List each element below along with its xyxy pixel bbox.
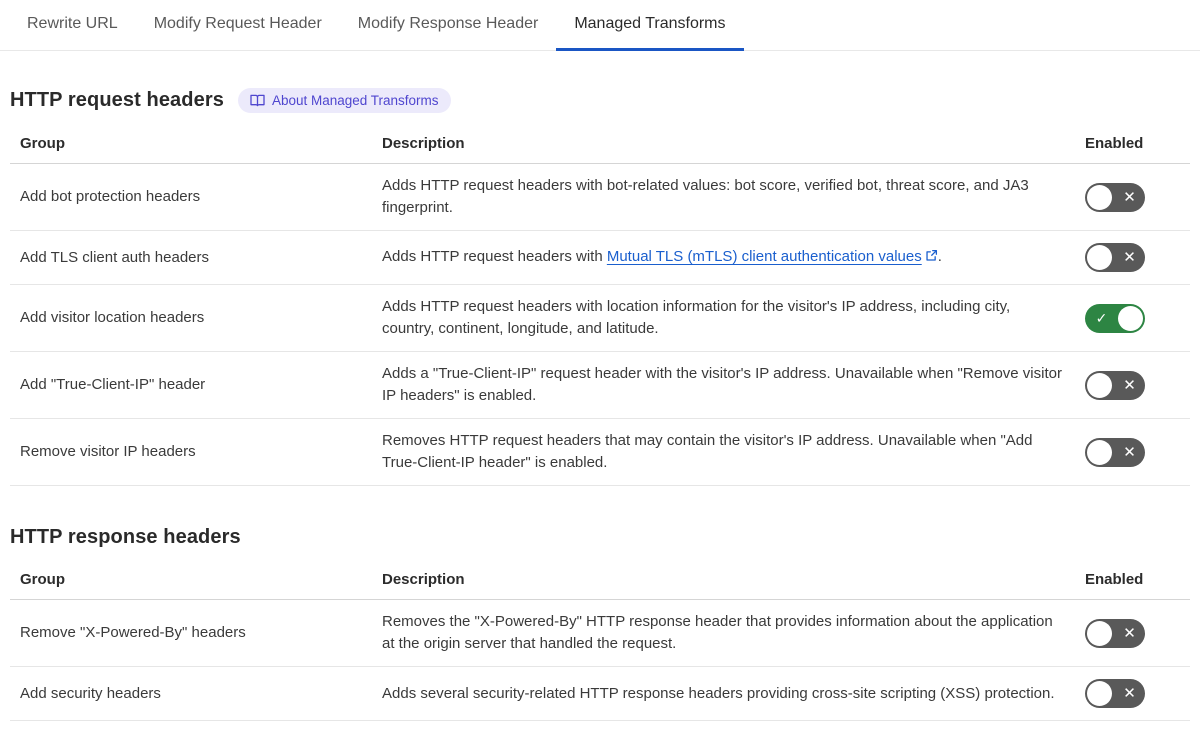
row-group-label: Add security headers [20,684,161,702]
toggle-knob [1087,185,1112,210]
column-header-group: Group [20,135,65,152]
column-header-group: Group [20,571,65,588]
column-header-description: Description [382,135,465,152]
toggle-knob [1087,440,1112,465]
toggle-knob [1087,373,1112,398]
toggle-tls-client-auth[interactable] [1085,243,1145,272]
column-header-enabled: Enabled [1085,571,1144,588]
tab-modify-response-header[interactable]: Modify Response Header [357,15,539,32]
toggle-remove-visitor-ip[interactable] [1085,438,1145,467]
row-description: Adds a "True-Client-IP" request header with the visitor's IP address. Unavailable when "Remove visitor IP headers" is enabled. [382,365,1062,404]
x-icon: ✕ [1123,443,1136,461]
external-link-icon [925,247,938,269]
toggle-remove-x-powered-by[interactable] [1085,619,1145,648]
row-description: Adds several security-related HTTP response headers providing cross-site scripting (XSS) protection. [382,684,1055,702]
column-header-description: Description [382,571,465,588]
row-group-label: Add "True-Client-IP" header [20,376,206,393]
x-icon: ✕ [1123,624,1136,642]
transform-rules-tabbar [0,0,1200,51]
toggle-add-security-headers[interactable] [1085,679,1145,708]
open-book-icon [250,94,265,107]
table-row-tls-client-auth [10,231,1190,285]
table-row-true-client-ip [10,352,1190,419]
description-text: Adds HTTP request headers with [382,248,607,265]
description-text: . [937,248,942,265]
row-description: Removes the "X-Powered-By" HTTP response header that provides information about the application at the origin server that handled the request. [382,613,1053,652]
response-table-header-row [10,562,1190,600]
x-icon: ✕ [1123,685,1136,702]
check-icon: ✓ [1095,309,1108,326]
about-badge-label: About Managed Transforms [271,93,439,108]
table-row-bot-protection [10,164,1190,231]
table-row-remove-x-powered-by [10,600,1190,667]
row-group-label: Remove "X-Powered-By" headers [20,624,246,641]
request-headers-title: HTTP request headers [10,89,224,111]
toggle-bot-protection[interactable] [1085,183,1145,212]
mtls-docs-link[interactable]: Mutual TLS (mTLS) client authentication values [606,248,922,265]
response-headers-section-header [10,526,1200,549]
toggle-knob [1087,621,1112,646]
x-icon: ✕ [1123,188,1136,206]
row-group-label: Remove visitor IP headers [20,443,196,460]
toggle-knob [1087,245,1112,270]
row-group-label: Add bot protection headers [20,188,201,205]
about-managed-transforms-badge[interactable] [238,88,451,113]
tab-modify-request-header[interactable]: Modify Request Header [153,15,322,32]
toggle-knob [1118,306,1143,331]
response-headers-table [10,562,1190,721]
row-group-label: Add visitor location headers [20,309,205,326]
request-headers-section-header [10,88,1200,113]
tab-rewrite-url[interactable]: Rewrite URL [27,15,118,32]
request-headers-table [10,126,1190,486]
x-icon: ✕ [1123,249,1136,266]
tab-managed-transforms[interactable]: Managed Transforms [556,0,743,51]
x-icon: ✕ [1123,376,1136,394]
row-description: Removes HTTP request headers that may contain the visitor's IP address. Unavailable when "Add True-Client-IP header" is enabled. [382,432,1033,471]
row-group-label: Add TLS client auth headers [20,248,210,266]
column-header-enabled: Enabled [1085,135,1144,152]
row-description: Adds HTTP request headers with bot-related values: bot score, verified bot, threat score, and JA3 fingerprint. [382,177,1029,216]
table-row-visitor-location [10,285,1190,352]
toggle-knob [1087,681,1112,706]
toggle-visitor-location[interactable] [1085,304,1145,333]
row-description: Adds HTTP request headers with location information for the visitor's IP address, including city, country, continent, longitude, and latitude. [382,298,1011,337]
response-headers-title: HTTP response headers [10,526,241,548]
toggle-true-client-ip[interactable] [1085,371,1145,400]
table-row-remove-visitor-ip [10,419,1190,486]
request-table-header-row [10,126,1190,164]
row-description [372,235,1075,280]
table-row-add-security-headers [10,667,1190,721]
